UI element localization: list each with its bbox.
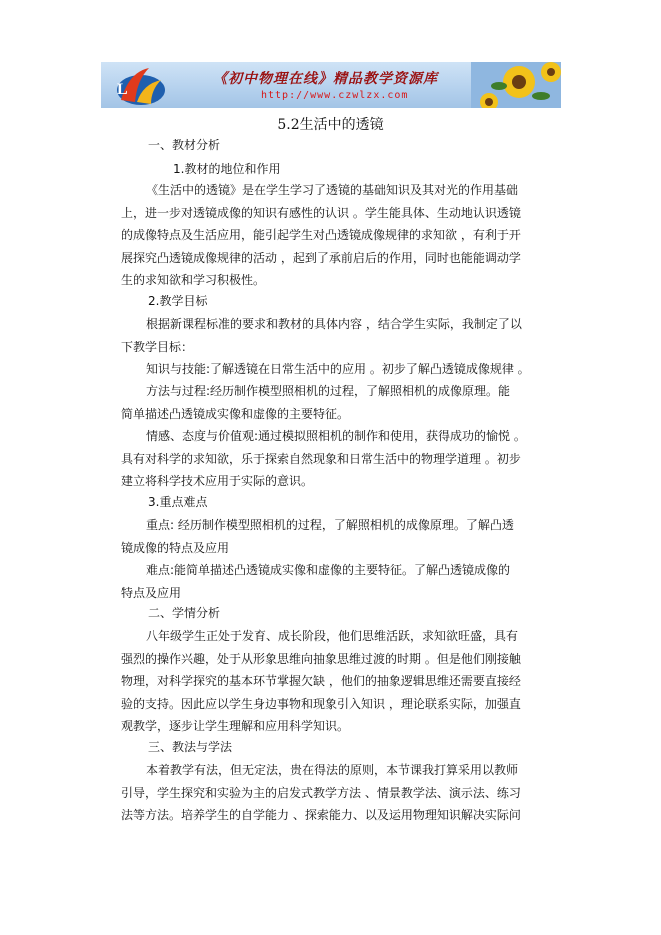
site-logo-icon (107, 64, 167, 108)
paragraph-line: 镜成像的特点及应用 (121, 540, 230, 555)
section-heading-2: 二、学情分析 (148, 606, 221, 620)
paragraph-line: 建立将科学技术应用于实际的意识。 (121, 474, 314, 488)
paragraph-line: 难点:能简单描述凸透镜成实像和虚像的主要特征。了解凸透镜成像的 (146, 563, 511, 577)
section-heading-1: 一、教材分析 (148, 138, 221, 152)
paragraph-1 (121, 179, 559, 292)
document-title: 5.2生活中的透镜 (277, 117, 384, 133)
paragraph-line: 下教学目标： (121, 339, 194, 354)
paragraph-9 (121, 759, 559, 827)
paragraph-line: 具有对科学的求知欲，乐于探索自然现象和日常生活中的物理学道理 。初步 (121, 451, 521, 466)
subsection-heading-1-3: 3.重点难点 (148, 495, 208, 509)
paragraph-line: 《生活中的透镜》是在学生学习了透镜的基础知识及其对光的作用基础 (146, 183, 519, 197)
paragraph-line: 法等方法。培养学生的自学能力 、探索能力、以及运用物理知识解决实际问 (121, 808, 521, 822)
paragraph-7 (121, 559, 559, 604)
paragraph-line: 上，进一步对透镜成像的知识有感性的认识 。学生能具体、生动地认识透镜 (121, 205, 521, 220)
paragraph-5 (121, 425, 559, 493)
paragraph-line: 本着教学有法，但无定法，贵在得法的原则，本节课我打算采用以教师 (146, 763, 519, 777)
paragraph-line: 情感、态度与价值观:通过模拟照相机的制作和使用，获得成功的愉悦 。 (146, 429, 526, 443)
paragraph-8 (121, 625, 559, 738)
paragraph-line: 观教学，逐步让学生理解和应用科学知识。 (121, 719, 350, 733)
paragraph-line: 验的支持。因此应以学生身边事物和现象引入知识 ，理论联系实际，加强直 (121, 696, 521, 711)
sunflower-decoration-icon (471, 62, 561, 108)
paragraph-line: 强烈的操作兴趣，处于从形象思维向抽象思维过渡的时期 。但是他们刚接触 (121, 651, 521, 666)
paragraph-line: 物理，对科学探究的基本环节掌握欠缺 ，他们的抽象逻辑思维还需要直接经 (121, 674, 521, 688)
subsection-heading-1-1: 1.教材的地位和作用 (173, 162, 281, 176)
banner-title: 《初中物理在线》精品教学资源库 (213, 71, 438, 87)
paragraph-2 (121, 313, 559, 358)
paragraph-line: 方法与过程:经历制作模型照相机的过程，了解照相机的成像原理。能 (146, 384, 511, 398)
subsection-heading-1-2: 2.教学目标 (148, 294, 208, 308)
header-banner (101, 62, 561, 108)
paragraph-line: 的成像特点及生活应用，能引起学生对凸透镜成像规律的求知欲 ，有利于开 (121, 228, 521, 242)
paragraph-line: 知识与技能:了解透镜在日常生活中的应用 。初步了解凸透镜成像规律 。 (146, 362, 530, 376)
paragraph-line: 重点: 经历制作模型照相机的过程，了解照相机的成像原理。了解凸透 (146, 518, 514, 532)
paragraph-line: 根据新课程标准的要求和教材的具体内容 ，结合学生实际，我制定了以 (146, 317, 522, 331)
paragraph-3 (121, 358, 559, 381)
section-heading-3: 三、教法与学法 (148, 740, 233, 754)
svg-text:L: L (117, 81, 128, 98)
paragraph-line: 特点及应用 (121, 585, 182, 600)
paragraph-line: 展探究凸透镜成像规律的活动 ，起到了承前启后的作用，同时也能能调动学 (121, 250, 521, 265)
paragraph-line: 简单描述凸透镜成实像和虚像的主要特征。 (121, 406, 350, 421)
paragraph-4 (121, 380, 559, 425)
paragraph-line: 引导，学生探究和实验为主的启发式教学方法 、情景教学法、演示法、练习 (121, 785, 521, 800)
paragraph-line: 八年级学生正处于发育、成长阶段，他们思维活跃，求知欲旺盛，具有 (146, 629, 519, 643)
banner-url[interactable]: http://www.czwlzx.com (261, 90, 409, 101)
paragraph-6 (121, 514, 559, 559)
paragraph-line: 生的求知欲和学习积极性。 (121, 273, 266, 287)
